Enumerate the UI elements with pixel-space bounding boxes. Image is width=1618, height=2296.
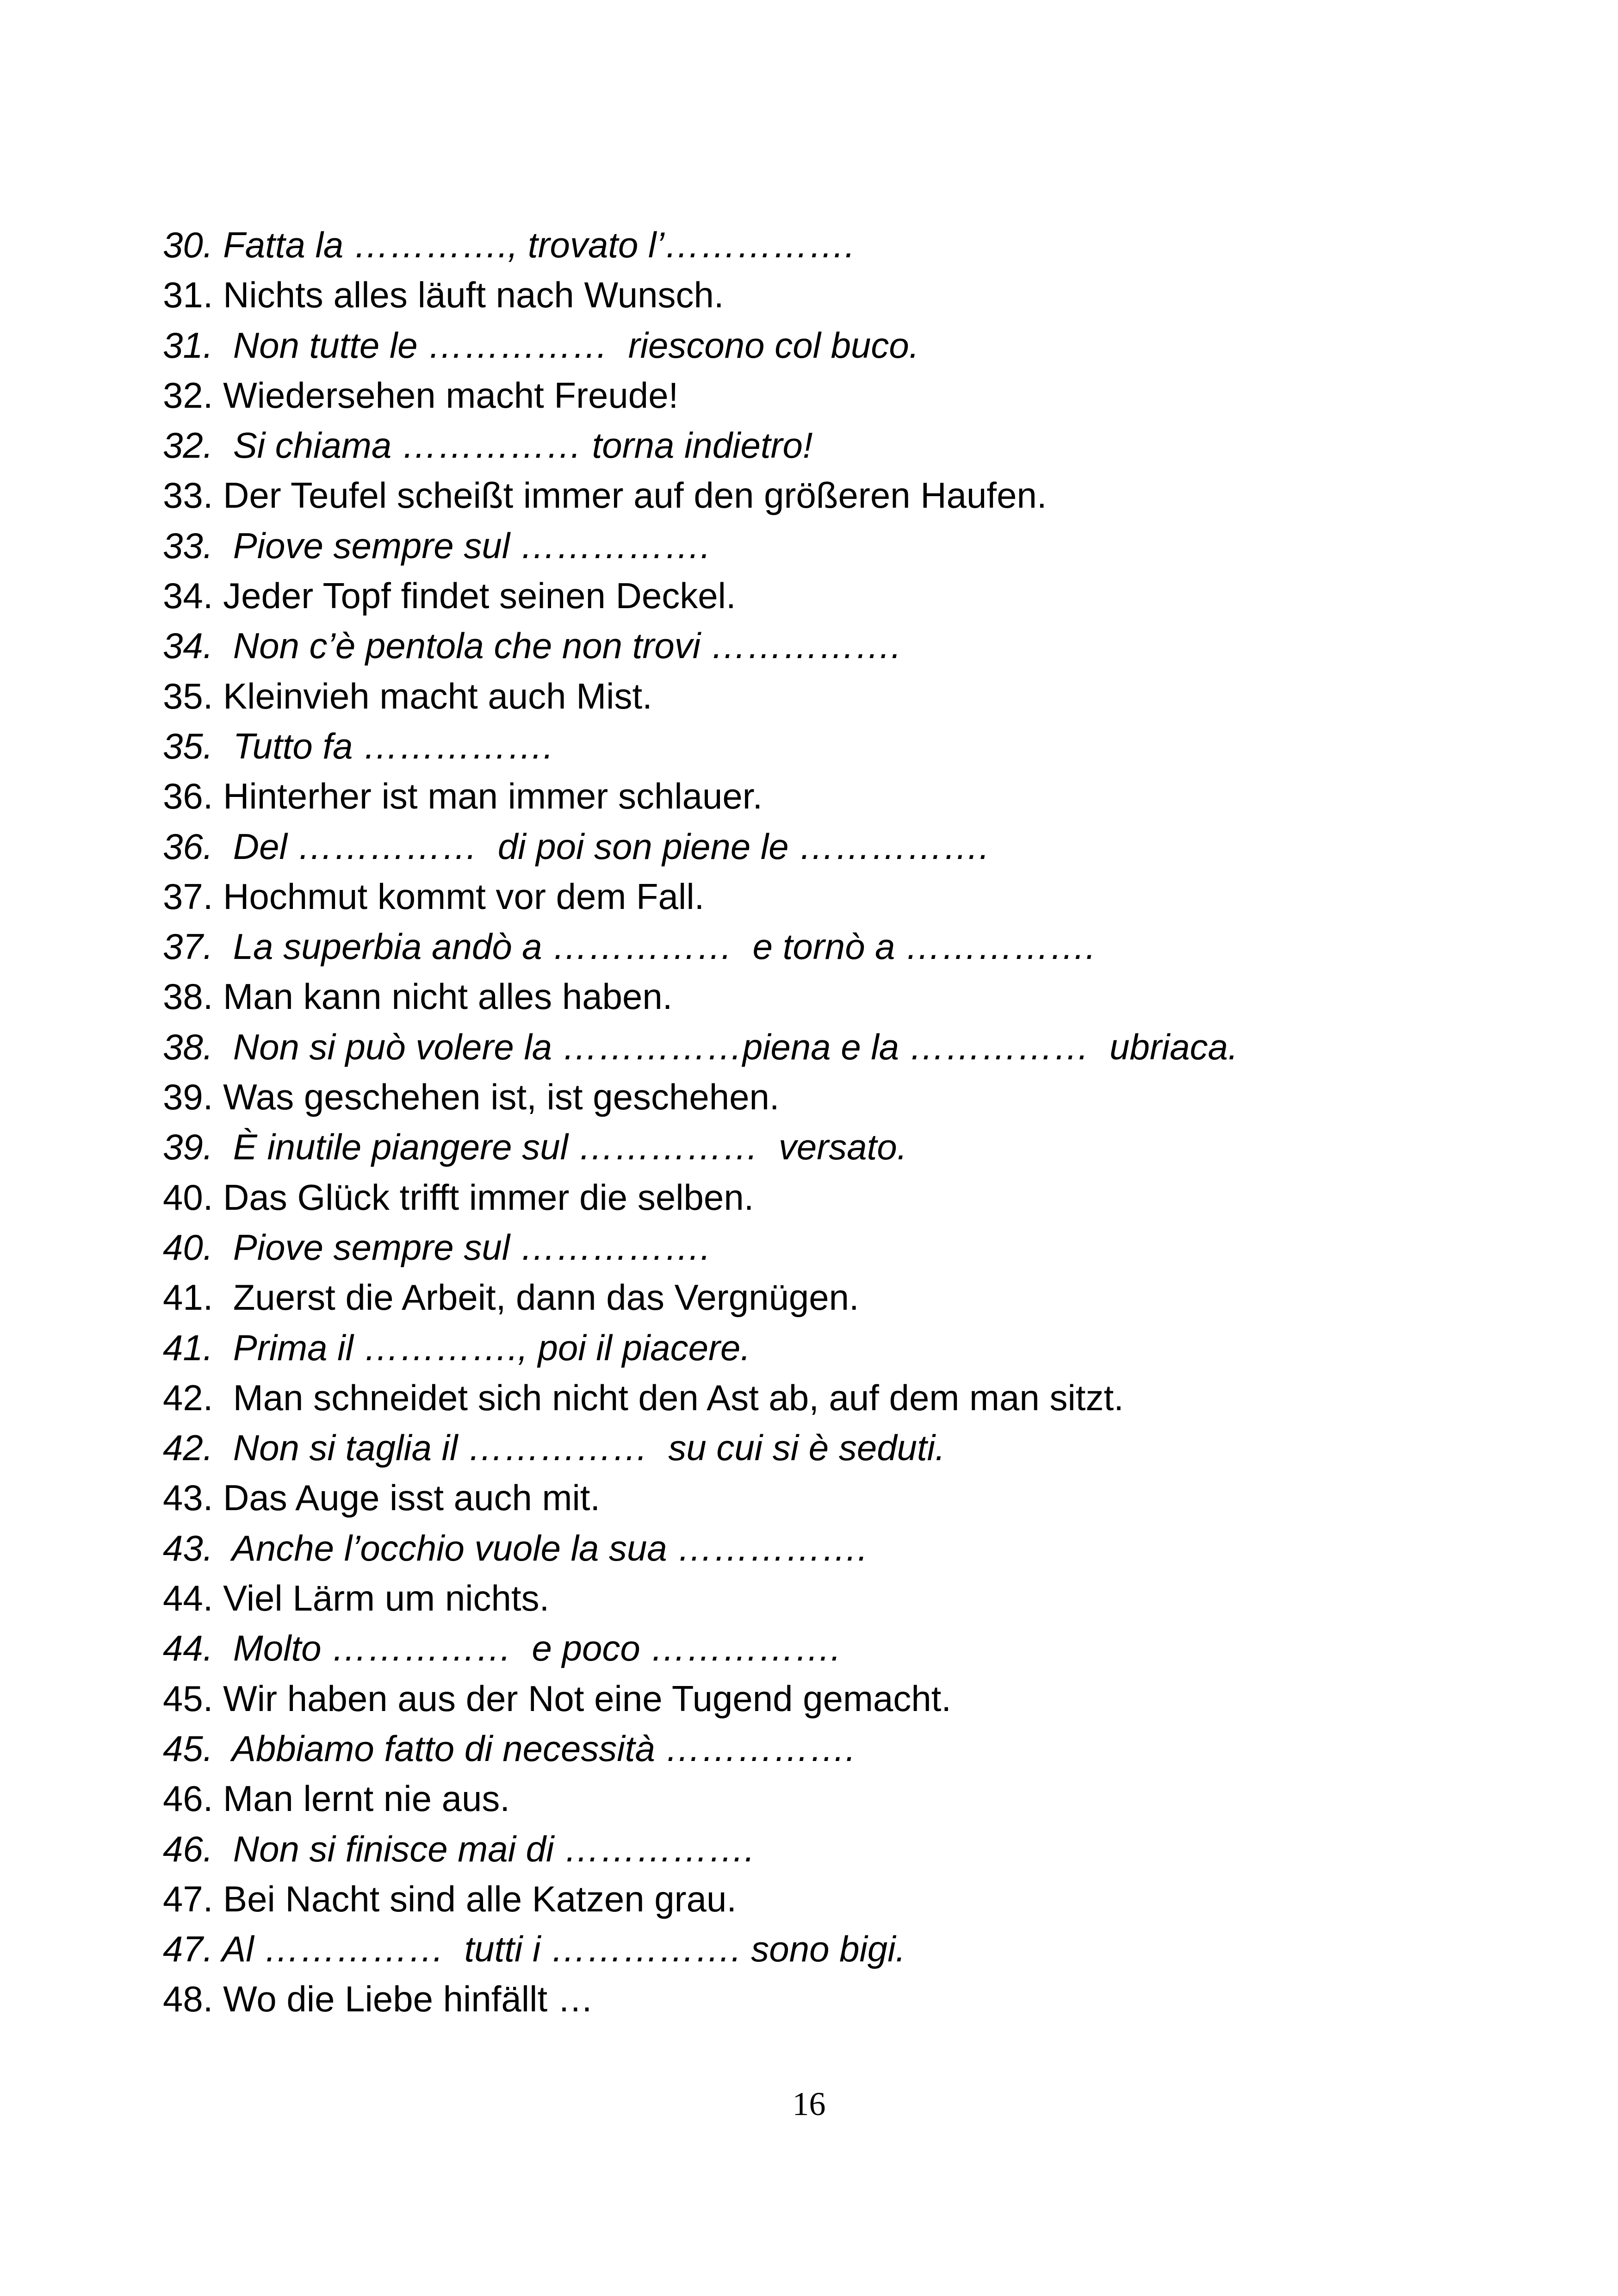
proverb-line-de-48: 48. Wo die Liebe hinfällt … xyxy=(163,1979,594,2020)
proverb-line-it-39: 39. È inutile piangere sul …………… versato. xyxy=(163,1126,907,1168)
proverb-line-it-38: 38. Non si può volere la ……………piena e la …………… ubriaca. xyxy=(163,1026,1238,1067)
proverb-line-it-34: 34. Non c’è pentola che non trovi ……………. xyxy=(163,625,901,666)
proverb-line-de-34: 34. Jeder Topf findet seinen Deckel. xyxy=(163,575,736,616)
proverb-line-de-44: 44. Viel Lärm um nichts. xyxy=(163,1578,550,1619)
proverb-line-it-35: 35. Tutto fa ……………. xyxy=(163,725,553,766)
proverb-line-it-32: 32. Si chiama …………… torna indietro! xyxy=(163,425,813,466)
proverb-line-it-44: 44. Molto …………… e poco ……………. xyxy=(163,1628,841,1669)
page-number: 16 xyxy=(792,2085,826,2122)
proverb-line-it-47: 47. Al …………… tutti i ……………. sono bigi. xyxy=(163,1929,906,1970)
proverb-line-it-40: 40. Piove sempre sul ……………. xyxy=(163,1226,711,1268)
proverb-line-de-46: 46. Man lernt nie aus. xyxy=(163,1778,510,1819)
proverb-line-de-31: 31. Nichts alles läuft nach Wunsch. xyxy=(163,274,724,316)
proverb-line-it-45: 45. Abbiamo fatto di necessità ……………. xyxy=(163,1728,856,1769)
proverb-list xyxy=(163,220,1505,2024)
proverb-line-it-42: 42. Non si taglia il …………… su cui si è seduti. xyxy=(163,1427,945,1468)
proverb-line-it-36: 36. Del …………… di poi son piene le ……………. xyxy=(163,826,989,867)
proverb-line-de-33: 33. Der Teufel scheißt immer auf den größeren Haufen. xyxy=(163,475,1047,516)
proverb-line-de-39: 39. Was geschehen ist, ist geschehen. xyxy=(163,1076,780,1118)
proverb-line-it-43: 43. Anche l’occhio vuole la sua ……………. xyxy=(163,1527,868,1568)
proverb-line-it-41: 41. Prima il …………., poi il piacere. xyxy=(163,1327,751,1368)
proverb-line-it-33: 33. Piove sempre sul ……………. xyxy=(163,525,711,566)
proverb-line-it-37: 37. La superbia andò a …………… e tornò a ……………. xyxy=(163,926,1096,967)
proverb-line-de-32: 32. Wiedersehen macht Freude! xyxy=(163,374,679,416)
proverb-line-de-45: 45. Wir haben aus der Not eine Tugend gemacht. xyxy=(163,1678,952,1719)
proverb-line-de-35: 35. Kleinvieh macht auch Mist. xyxy=(163,675,652,716)
proverb-line-de-37: 37. Hochmut kommt vor dem Fall. xyxy=(163,876,705,917)
proverb-line-de-36: 36. Hinterher ist man immer schlauer. xyxy=(163,776,763,817)
proverb-line-de-42: 42. Man schneidet sich nicht den Ast ab, auf dem man sitzt. xyxy=(163,1377,1124,1418)
proverb-line-it-46: 46. Non si finisce mai di ……………. xyxy=(163,1828,755,1869)
proverb-line-de-43: 43. Das Auge isst auch mit. xyxy=(163,1477,601,1518)
proverb-line-de-38: 38. Man kann nicht alles haben. xyxy=(163,976,673,1017)
proverb-line-de-40: 40. Das Glück trifft immer die selben. xyxy=(163,1176,754,1218)
proverb-line-de-47: 47. Bei Nacht sind alle Katzen grau. xyxy=(163,1878,737,1919)
proverb-line-it-31: 31. Non tutte le …………… riescono col buco. xyxy=(163,324,919,366)
proverb-line-de-41: 41. Zuerst die Arbeit, dann das Vergnügen. xyxy=(163,1277,859,1318)
proverb-line-it-30: 30. Fatta la …………., trovato l’……………. xyxy=(163,224,855,265)
